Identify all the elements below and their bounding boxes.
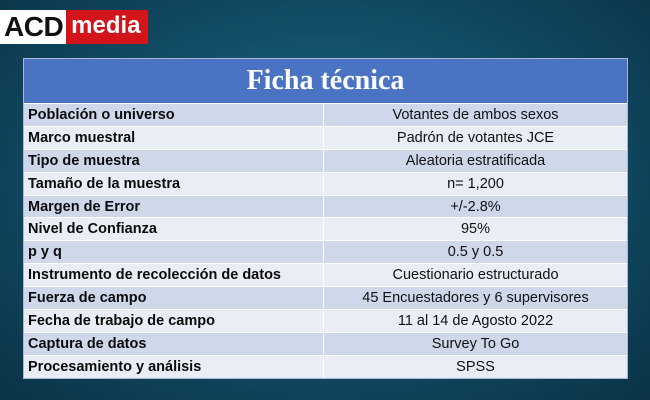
logo-acd-text: ACD (0, 10, 66, 44)
row-value: Survey To Go (431, 335, 520, 352)
row-value: 0.5 y 0.5 (447, 244, 504, 261)
acd-media-logo (0, 10, 148, 44)
row-value: Cuestionario estructurado (392, 267, 559, 284)
table-row (24, 103, 627, 126)
row-value: 11 al 14 de Agosto 2022 (397, 312, 554, 329)
table-row (24, 195, 627, 218)
table-row (24, 149, 627, 172)
table-row (24, 172, 627, 195)
table-row (24, 240, 627, 263)
table-row (24, 263, 627, 286)
row-value: Aleatoria estratificada (405, 152, 546, 169)
table-row (24, 126, 627, 149)
row-value: Padrón de votantes JCE (396, 129, 555, 146)
row-label: Tamaño de la muestra (24, 173, 324, 195)
table-row (24, 217, 627, 240)
ficha-tecnica-panel (23, 58, 628, 379)
row-label: Fecha de trabajo de campo (24, 310, 324, 332)
table-row (24, 355, 627, 378)
row-label: Marco muestral (24, 127, 324, 149)
row-label: Fuerza de campo (24, 287, 324, 309)
table-row (24, 309, 627, 332)
row-label: Margen de Error (24, 196, 324, 218)
row-label: p y q (24, 241, 324, 263)
row-label: Nivel de Confianza (24, 218, 324, 240)
row-value: +/-2.8% (450, 198, 501, 215)
page-title: Ficha técnica (246, 65, 405, 96)
row-value: n= 1,200 (447, 175, 504, 192)
table-row (24, 286, 627, 309)
row-label: Captura de datos (24, 333, 324, 355)
row-value: 45 Encuestadores y 6 supervisores (362, 290, 589, 307)
row-value: SPSS (456, 358, 495, 375)
row-label: Población o universo (24, 104, 324, 126)
row-label: Tipo de muestra (24, 150, 324, 172)
row-value: 95% (460, 221, 491, 238)
title-bar (24, 59, 627, 103)
row-label: Procesamiento y análisis (24, 356, 324, 378)
row-value: Votantes de ambos sexos (392, 106, 559, 123)
logo-media-text: media (66, 10, 147, 44)
ficha-table (24, 103, 627, 378)
row-label: Instrumento de recolección de datos (24, 264, 324, 286)
table-row (24, 332, 627, 355)
